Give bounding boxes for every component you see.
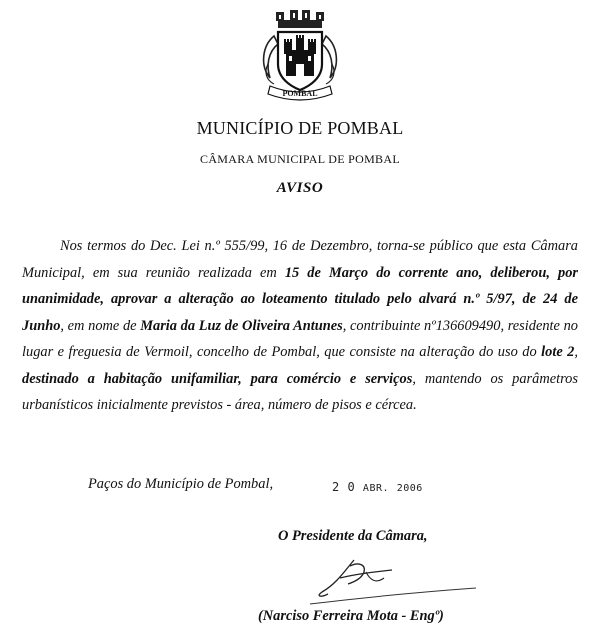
notice-body	[22, 233, 578, 419]
body-text-segment: Nos termos do Dec. Lei n.º 555/99, 16 de Dezembro, torna-se público que esta Câmara Municipal, em sua reunião realizada em	[22, 238, 578, 281]
lot-number: lote 2	[541, 344, 575, 360]
council-subtitle: CÂMARA MUNICIPAL DE POMBAL	[200, 152, 400, 166]
notice-heading: AVISO	[276, 180, 324, 196]
stamp-day: 2 0	[332, 480, 356, 494]
crest-banner-text: POMBAL	[282, 89, 318, 98]
municipality-title: MUNICÍPIO DE POMBAL	[196, 118, 404, 138]
use-change: destinado a habitação unifamiliar, para comércio e serviços	[22, 370, 413, 387]
coat-of-arms-icon	[256, 6, 344, 102]
body-text-segment: ,	[574, 344, 578, 360]
date-stamp	[332, 480, 423, 494]
body-bold-segment: 15 de Março do corrente ano, deliberou, por unanimidade, aprovar a alteração ao loteamento titulado pelo alvará n.º 5/97, de 24 de Junho	[22, 264, 578, 334]
place-line: Paços do Município de Pombal,	[88, 476, 274, 492]
president-title: O Presidente da Câmara,	[278, 528, 428, 544]
body-text-segment: , mantendo os parâmetros urbanísticos inicialmente previstos - área, número de pisos e cércea.	[22, 370, 578, 413]
body-text-segment: , em nome de	[60, 317, 141, 334]
stamp-year: 2006	[396, 483, 423, 494]
body-text-segment: , contribuinte nº136609490, residente no lugar e freguesia de Vermoil, concelho de Pombal, que consiste na alteração do uso do	[22, 317, 578, 360]
stamp-month: ABR.	[362, 483, 390, 494]
signer-name: (Narciso Ferreira Mota - Engº)	[258, 608, 444, 624]
signature-icon	[300, 548, 490, 608]
applicant-name: Maria da Luz de Oliveira Antunes	[140, 317, 343, 334]
